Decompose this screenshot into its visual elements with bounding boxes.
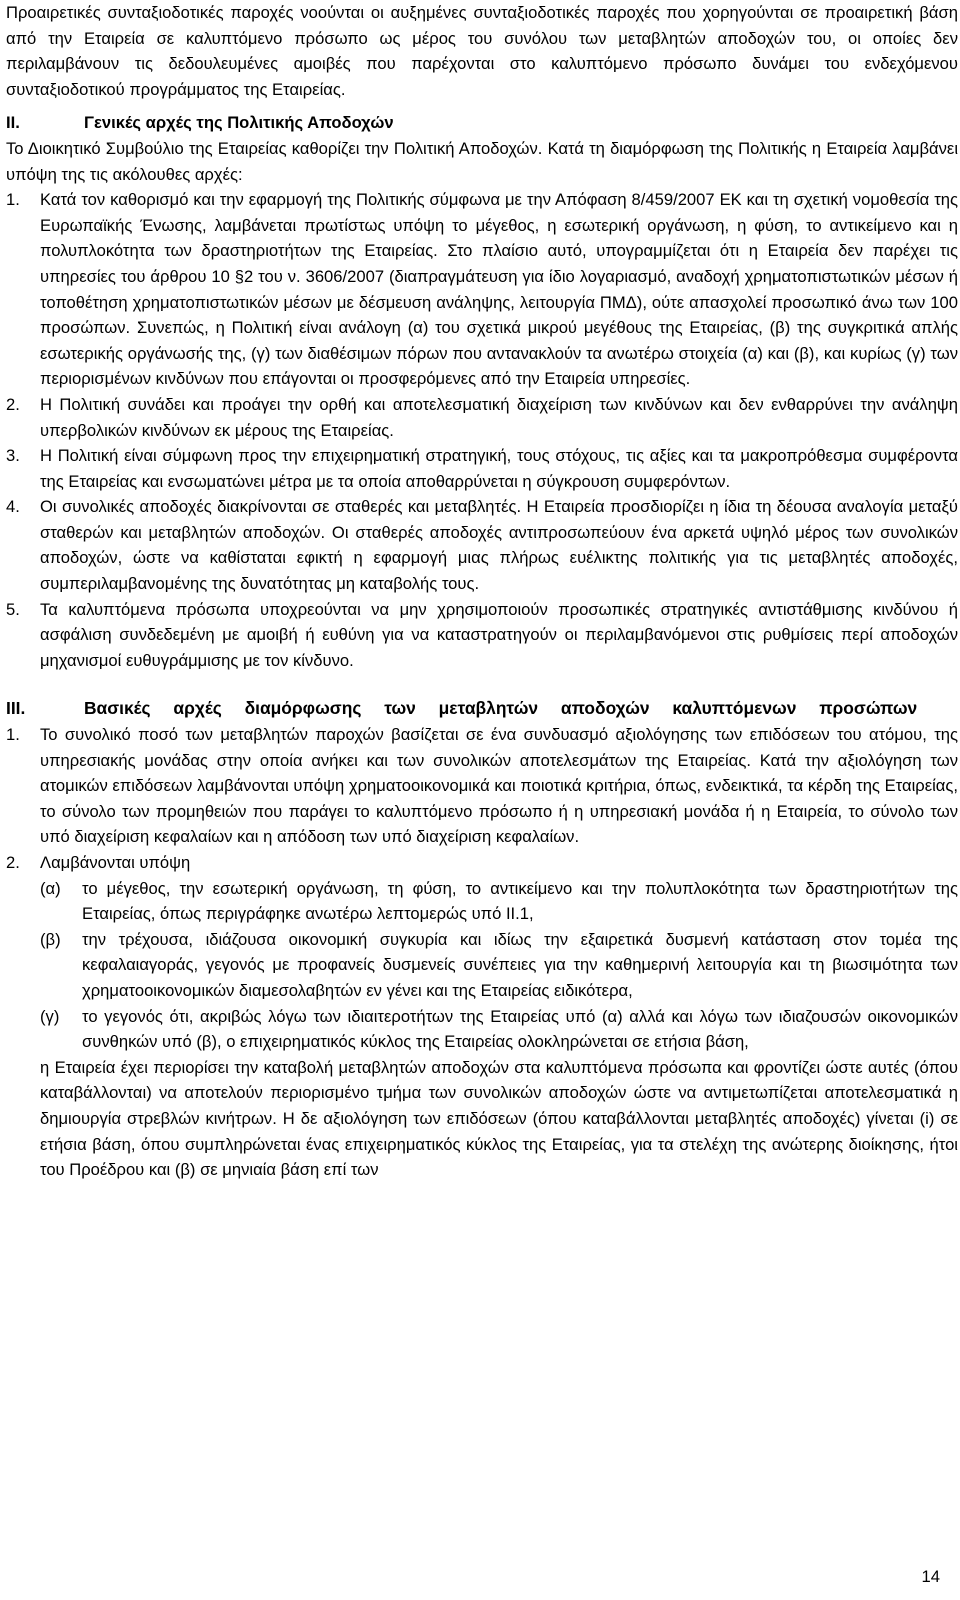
list-item-number: 3. [6, 446, 20, 466]
list-item-text: Το συνολικό ποσό των μεταβλητών παροχών βασίζεται σε ένα συνδυασμό αξιολόγησης των επιδόσεων του ατόμου, της υπηρεσιακής μονάδας στην οποία ανήκει και των συνολικών αποτελεσμάτων της Εταιρείας. Κατά την αξιολόγηση των ατομικών επιδόσεων λαμβάνονται υπόψη χρηματοοικονομικά και ποιοτικά κριτήρια, όπως, ενδεικτικά, τα κέρδη της Εταιρείας, το σύνολο των προμηθειών που παράγει το καλυπτόμενο πρόσωπο ή η υπηρεσιακή μονάδα ή η Εταιρεία, το σύνολο των υπό διαχείριση κεφαλαίων και η απόδοση των υπό διαχείριση κεφαλαίων. [40, 725, 958, 847]
list-item [6, 850, 958, 876]
page-number: 14 [921, 1567, 940, 1586]
section-number: ΙΙΙ. [6, 698, 26, 719]
list-item [6, 597, 958, 674]
section-heading-ii [6, 110, 958, 136]
list-item [6, 443, 958, 494]
list-item-number: 4. [6, 497, 20, 517]
list-item-number: 1. [6, 725, 20, 745]
intro-paragraph: Προαιρετικές συνταξιοδοτικές παροχές νοούνται οι αυξημένες συνταξιοδοτικές παροχές που χορηγούνται σε προαιρετική βάση από την Εταιρεία σε καλυπτόμενο πρόσωπο ως μέρος του συνόλου των μεταβλητών αποδοχών του, οι οποίες δεν περιλαμβάνουν τις δεδουλευμένες αμοιβές που παρέχονται στο καλυπτόμενο πρόσωπο δυνάμει του ενδεχόμενου συνταξιοδοτικού προγράμματος της Εταιρείας. [6, 3, 958, 99]
sublist-item-label: (β) [40, 929, 61, 949]
sublist-item-label: (α) [40, 878, 61, 898]
list-item-number: 1. [6, 190, 20, 210]
sublist-item [40, 927, 958, 1004]
sublist-item-label: (γ) [40, 1006, 60, 1026]
sublist-item-text: την τρέχουσα, ιδιάζουσα οικονομική συγκυρία και ιδίως την εξαιρετικά δυσμενή κατάσταση στον τομέα της κεφαλαιαγοράς, γεγονός με προφανείς δυσμενείς συνέπειες για την καθημερινή λειτουργία και τη βιωσιμότητα των χρηματοοικονομικών διαμεσολαβητών εν γένει και της Εταιρείας ειδικότερα, [82, 929, 958, 1000]
list-item-text: Λαμβάνονται υπόψη [40, 853, 191, 872]
list-item-number: 2. [6, 394, 20, 414]
list-item [6, 722, 958, 850]
list-item-text: Η Πολιτική συνάδει και προάγει την ορθή και αποτελεσματική διαχείριση των κινδύνων και δεν ενθαρρύνει την ανάληψη υπερβολικών κινδύνων εκ μέρους της Εταιρείας. [40, 394, 958, 440]
list-item-number: 5. [6, 599, 20, 619]
sublist-item [40, 1004, 958, 1055]
list-item-text: Κατά τον καθορισμό και την εφαρμογή της Πολιτικής σύμφωνα με την Απόφαση 8/459/2007 ΕΚ και τη σχετική νομοθεσία της Ευρωπαϊκής Ένωσης, λαμβάνεται πρωτίστως υπόψη το μέγεθος, η εσωτερική οργάνωση, η φύση, το αντικείμενο και η πολυπλοκότητα των δραστηριοτήτων της Εταιρείας. Στο πλαίσιο αυτό, υπογραμμίζεται ότι η Εταιρεία δεν παρέχει τις υπηρεσίες του άρθρου 10 §2 του ν. 3606/2007 (διαπραγμάτευση για ίδιο λογαριασμό, αναδοχή χρηματοπιστωτικών μέσων ή τοποθέτηση χρηματοπιστωτικών μέσων με δέσμευση ανάληψης, λειτουργία ΠΜΔ), ούτε απασχολεί προσωπικό άνω των 100 προσώπων. Συνεπώς, η Πολιτική είναι ανάλογη (α) του σχετικά μικρού μεγέθους της Εταιρείας, (β) της συγκριτικά απλής εσωτερικής οργάνωσής της, (γ) των διαθέσιμων πόρων που αντανακλούν τα ανωτέρω στοιχεία (α) και (β), και κυρίως (γ) των περιορισμένων κινδύνων που επάγονται οι προσφερόμενες από την Εταιρεία υπηρεσίες. [40, 190, 958, 389]
list-item-number: 2. [6, 853, 20, 872]
section-number: ΙΙ. [6, 113, 20, 133]
list-item [6, 494, 958, 596]
section-ii-lead: Το Διοικητικό Συμβούλιο της Εταιρείας καθορίζει την Πολιτική Αποδοχών. Κατά τη διαμόρφωση της Πολιτικής η Εταιρεία λαμβάνει υπόψη της τις ακόλουθες αρχές: [6, 138, 958, 184]
section-heading-iii [6, 696, 958, 722]
list-item-text: Η Πολιτική είναι σύμφωνη προς την επιχειρηματική στρατηγική, τους στόχους, τις αξίες και τα μακροπρόθεσμα συμφέροντα της Εταιρείας και ενσωματώνει μέτρα με τα οποία αποθαρρύνεται η σύγκρουση συμφερόντων. [40, 446, 958, 491]
sublist-item-text: το γεγονός ότι, ακριβώς λόγω των ιδιαιτεροτήτων της Εταιρείας υπό (α) αλλά και λόγω των ιδιαζουσών οικονομικών συνθηκών υπό (β), ο επιχειρηματικός κύκλος της Εταιρείας ολοκληρώνεται σε ετήσια βάση, [82, 1006, 958, 1052]
list-item-text: Τα καλυπτόμενα πρόσωπα υποχρεούνται να μην χρησιμοποιούν προσωπικές στρατηγικές αντιστάθμισης κινδύνου ή ασφάλιση συνδεδεμένη με αμοιβή ή ευθύνη για να καταστρατηγούν οι περιλαμβανόμενοι στις ρυθμίσεις περί αποδοχών μηχανισμοί ευθυγράμμισης με τον κίνδυνο. [40, 599, 958, 670]
sublist-item [40, 876, 958, 927]
sublist-item-text: το μέγεθος, την εσωτερική οργάνωση, τη φύση, το αντικείμενο και την πολυπλοκότητα των δραστηριοτήτων της Εταιρείας, όπως περιγράφηκε ανωτέρω λεπτομερώς υπό ΙΙ.1, [82, 878, 958, 924]
list-item [6, 392, 958, 443]
section-title: Βασικές αρχές διαμόρφωσης των μεταβλητών αποδοχών καλυπτόμενων προσώπων [84, 698, 918, 719]
sublist [40, 876, 958, 1055]
list-item-text: Οι συνολικές αποδοχές διακρίνονται σε σταθερές και μεταβλητές. Η Εταιρεία προσδιορίζει η ίδια τη δέουσα αναλογία μεταξύ σταθερών και μεταβλητών αποδοχών. Οι σταθερές αποδοχές αντιπροσωπεύουν ένα αρκετά υψηλό μέρος των συνολικών αποδοχών, ώστε να καθίσταται εφικτή η εφαρμογή μιας πλήρως ευέλικτης πολιτικής για τις μεταβλητές αποδοχές, συμπεριλαμβανομένης της δυνατότητας μη καταβολής τους. [40, 497, 958, 594]
section-title: Γενικές αρχές της Πολιτικής Αποδοχών [84, 113, 394, 133]
document-body [6, 0, 958, 1183]
closing-paragraph: η Εταιρεία έχει περιορίσει την καταβολή μεταβλητών αποδοχών στα καλυπτόμενα πρόσωπα και φροντίζει ώστε αυτές (όπου καταβάλλονται) να αποτελούν περιορισμένο τμήμα των συνολικών αποδοχών ώστε να αντιμετωπίζεται αποτελεσματικά η δημιουργία στρεβλών κινήτρων. Η δε αξιολόγηση των επιδόσεων (όπου καταβάλλονται μεταβλητές αποδοχές) γίνεται (i) σε ετήσια βάση, όπου συμπληρώνεται ένας επιχειρηματικός κύκλος της Εταιρείας, για τα στελέχη της ανώτερης διοίκησης, ήτοι του Προέδρου και (β) σε μηνιαία βάση επί των [40, 1057, 958, 1180]
list-item [6, 187, 958, 392]
